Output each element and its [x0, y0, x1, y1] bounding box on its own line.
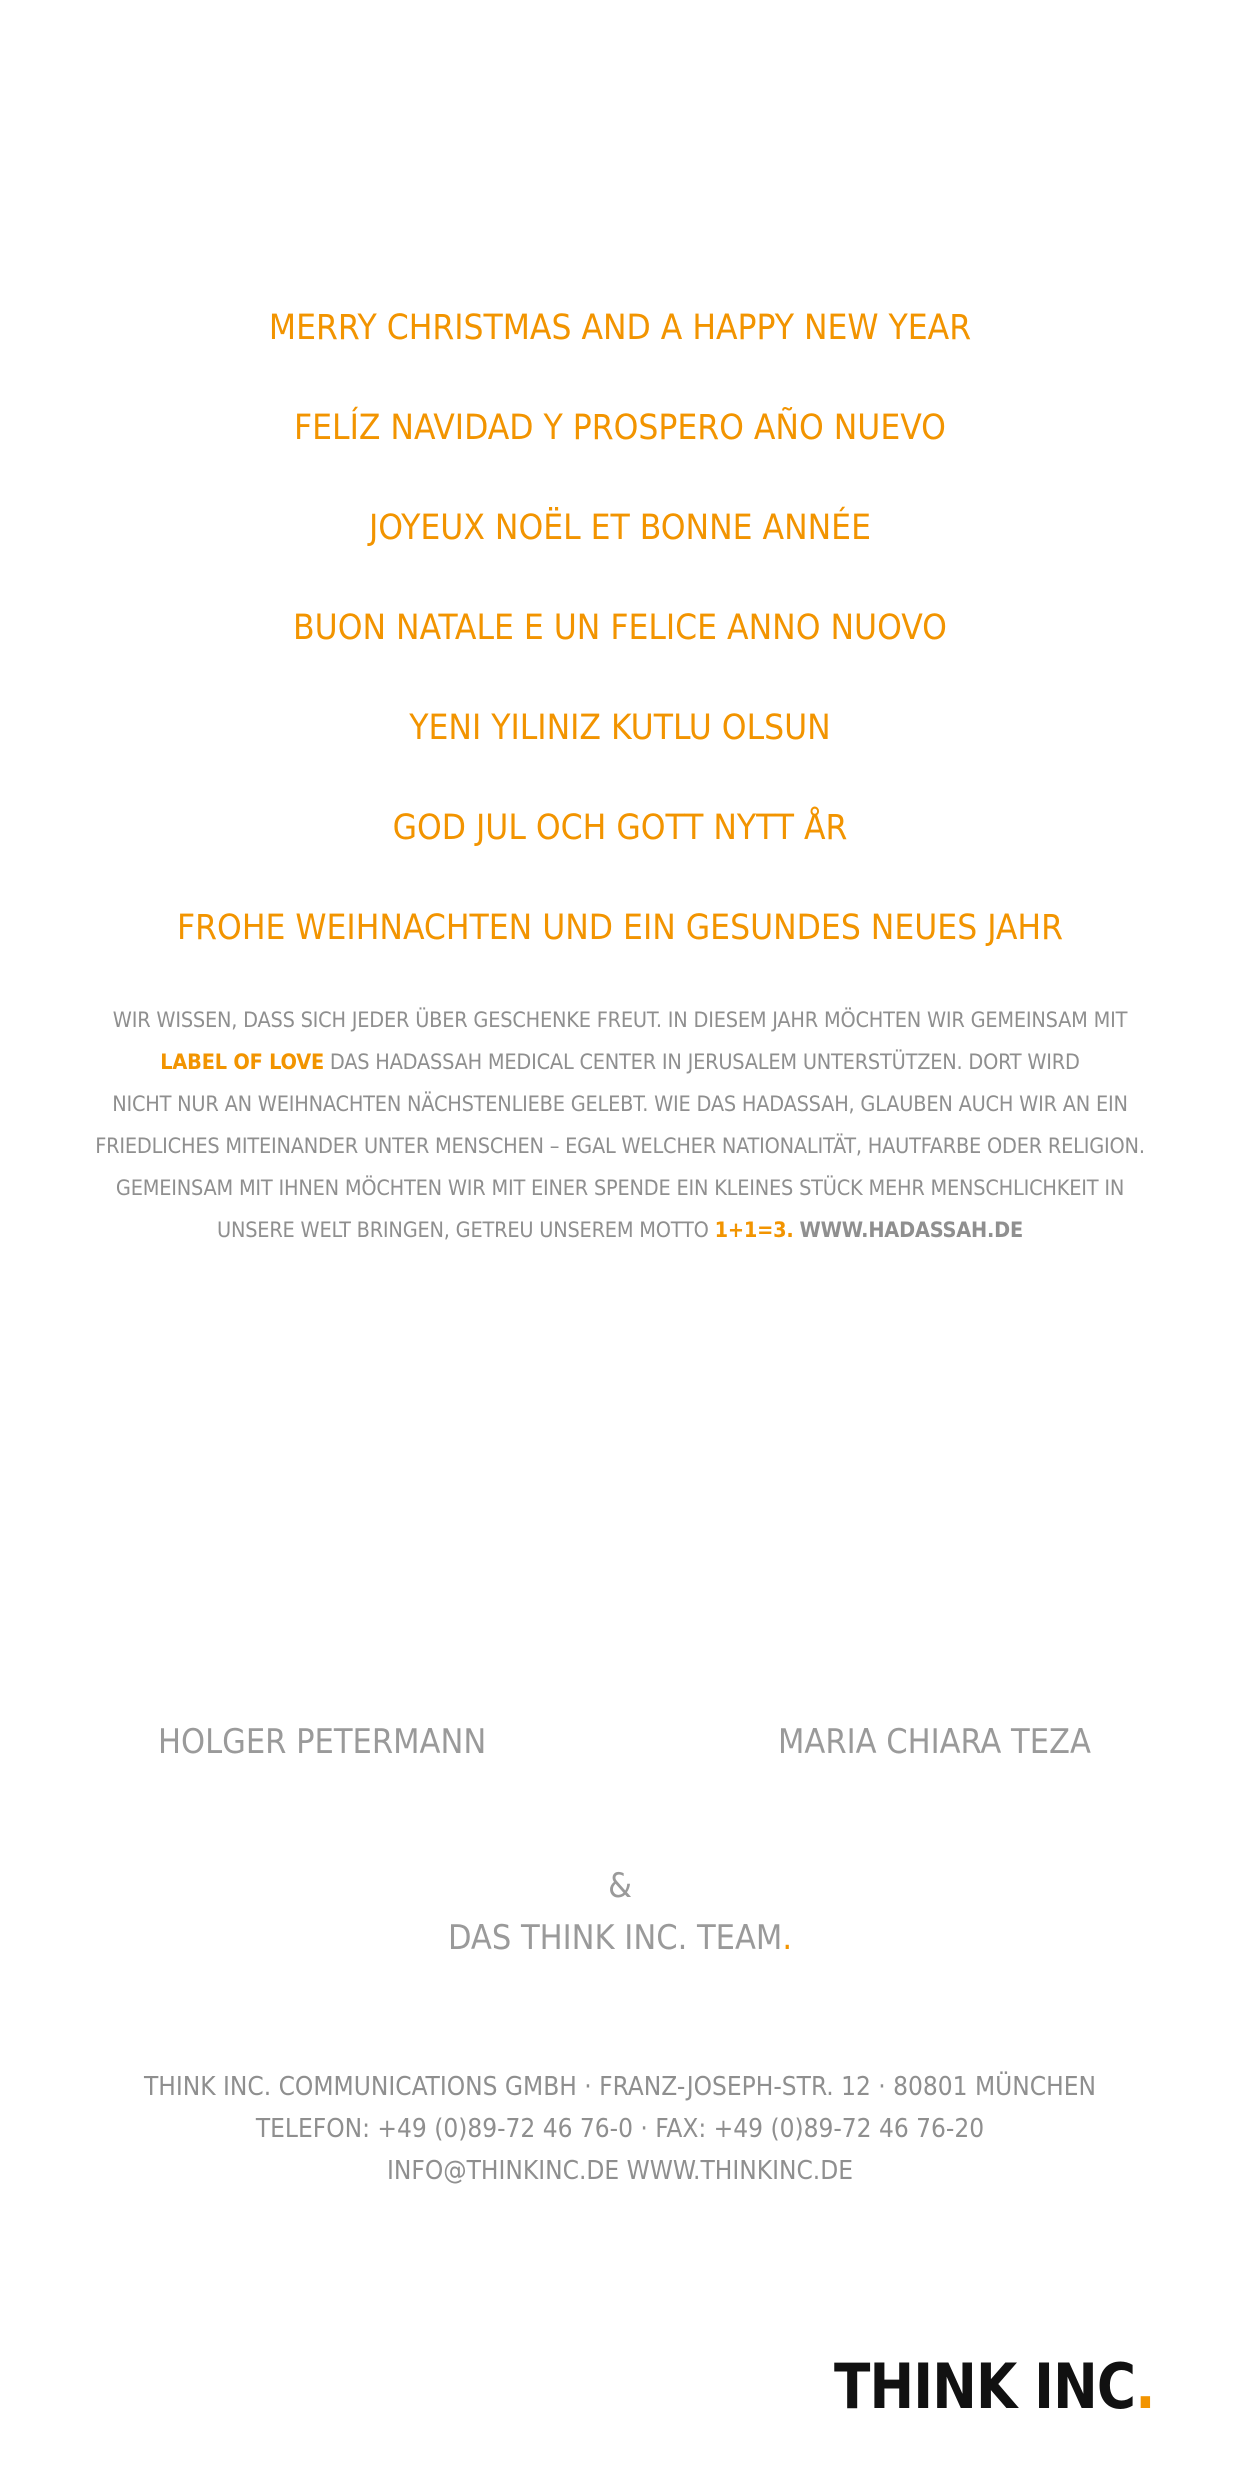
- team-accent-dot: .: [782, 1918, 793, 1958]
- label-of-love-highlight: LABEL OF LOVE: [160, 1050, 324, 1075]
- signer-holger-petermann: HOLGER PETERMANN: [158, 1722, 487, 1762]
- message-line: GEMEINSAM MIT IHNEN MÖCHTEN WIR MIT EINER SPENDE EIN KLEINES STÜCK MEHR MENSCHLICHKEIT IN: [115, 1176, 1125, 1201]
- message-line: NICHT NUR AN WEIHNACHTEN NÄCHSTENLIEBE GELEBT. WIE DAS HADASSAH, GLAUBEN AUCH WIR AN EIN: [112, 1092, 1128, 1117]
- motto-highlight: 1+1=3.: [714, 1218, 794, 1243]
- company-website-link[interactable]: WWW.THINKINC.DE: [626, 2156, 854, 2186]
- message-line: FRIEDLICHES MITEINANDER UNTER MENSCHEN – EGAL WELCHER NATIONALITÄT, HAUTFARBE ODER RELIGION.: [95, 1134, 1145, 1159]
- phone-fax-line: TELEFON: +49 (0)89-72 46 76-0 · FAX: +49 (0)89-72 46 76-20: [255, 2114, 985, 2144]
- greeting-turkish: YENI YILINIZ KUTLU OLSUN: [409, 708, 831, 748]
- greetings-list: [0, 278, 1240, 978]
- message-line: WIR WISSEN, DASS SICH JEDER ÜBER GESCHENKE FREUT. IN DIESEM JAHR MÖCHTEN WIR GEMEINSAM MIT: [112, 1008, 1128, 1033]
- think-inc-logo: [834, 2352, 1155, 2422]
- message-line-text: DAS HADASSAH MEDICAL CENTER IN JERUSALEM UNTERSTÜTZEN. DORT WIRD: [323, 1050, 1080, 1075]
- team-name: DAS THINK INC. TEAM: [447, 1918, 783, 1958]
- donation-message: [60, 1000, 1180, 1252]
- greeting-english: MERRY CHRISTMAS AND A HAPPY NEW YEAR: [268, 308, 972, 348]
- contact-line: [0, 2150, 1240, 2192]
- team-signature: [0, 1862, 1240, 1966]
- logo-accent-dot: .: [1135, 2350, 1155, 2423]
- team-name-line: [0, 1910, 1240, 1966]
- message-line: [60, 1210, 1180, 1252]
- ampersand: &: [608, 1866, 632, 1906]
- hadassah-website-link[interactable]: WWW.HADASSAH.DE: [799, 1218, 1023, 1243]
- greeting-italian: BUON NATALE E UN FELICE ANNO NUOVO: [293, 608, 947, 648]
- greeting-swedish: GOD JUL OCH GOTT NYTT ÅR: [392, 808, 848, 848]
- email-link[interactable]: INFO@THINKINC.DE: [386, 2156, 620, 2186]
- message-line: [60, 1042, 1180, 1084]
- greeting-german: FROHE WEIHNACHTEN UND EIN GESUNDES NEUES JAHR: [177, 908, 1063, 948]
- signer-maria-chiara-teza: MARIA CHIARA TEZA: [778, 1722, 1091, 1762]
- greeting-spanish: FELÍZ NAVIDAD Y PROSPERO AÑO NUEVO: [294, 408, 946, 448]
- message-line-text: UNSERE WELT BRINGEN, GETREU UNSEREM MOTTO: [216, 1218, 715, 1243]
- company-address: [0, 2066, 1240, 2192]
- greeting-french: JOYEUX NOËL ET BONNE ANNÉE: [369, 508, 871, 548]
- address-line: THINK INC. COMMUNICATIONS GMBH · FRANZ-JOSEPH-STR. 12 · 80801 MÜNCHEN: [143, 2072, 1096, 2102]
- logo-text: THINK INC: [834, 2350, 1136, 2423]
